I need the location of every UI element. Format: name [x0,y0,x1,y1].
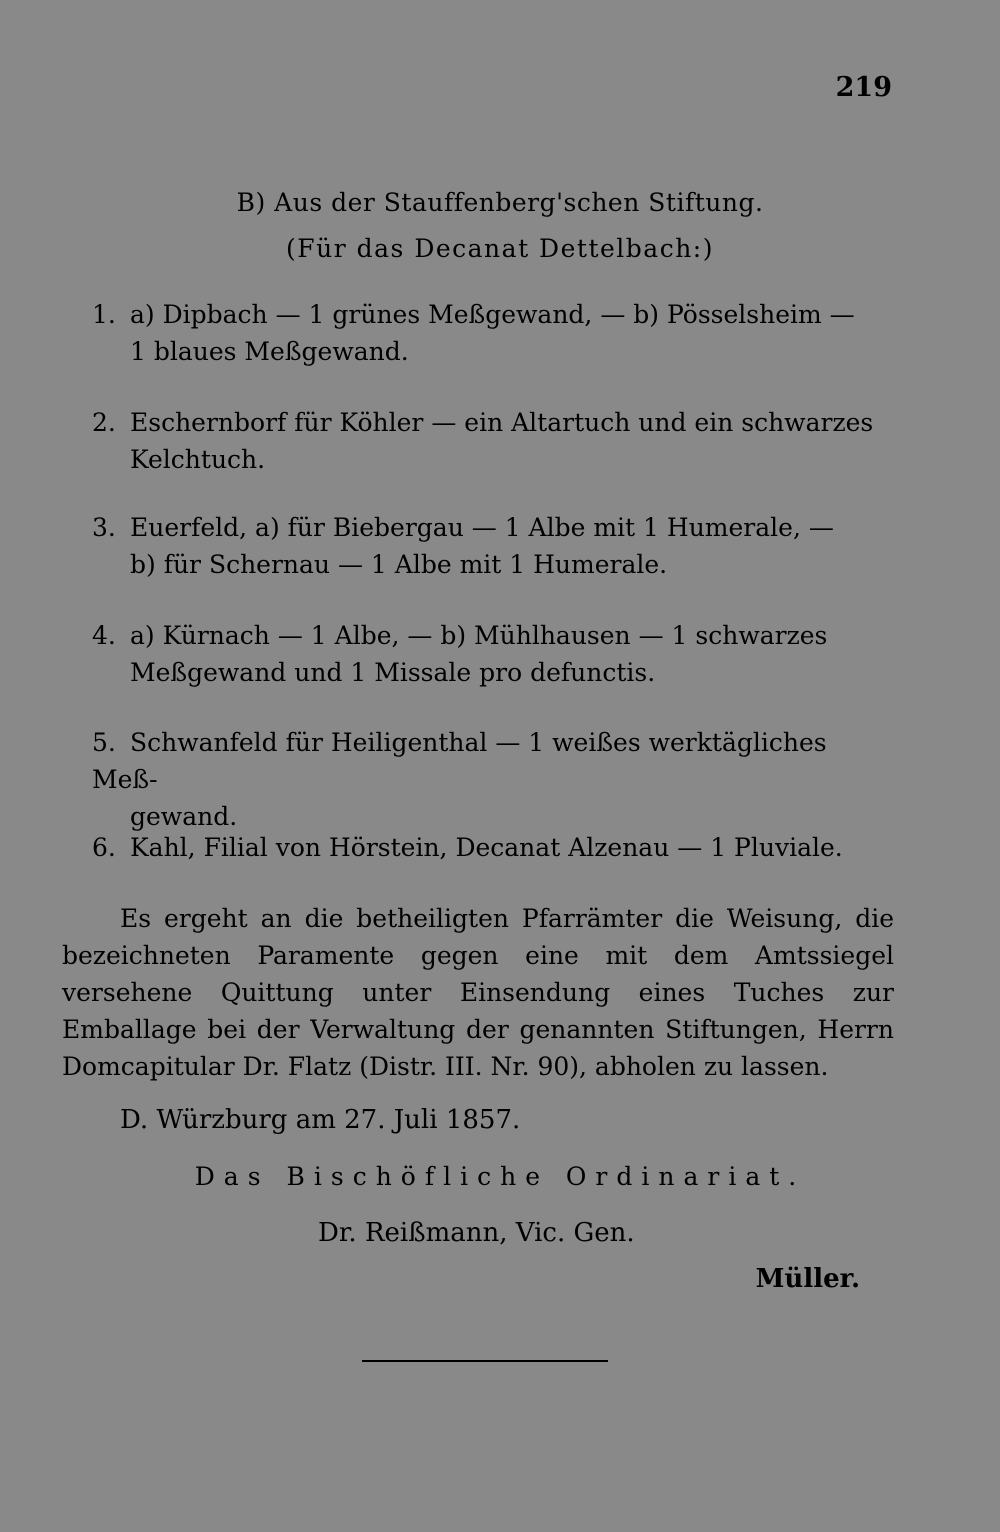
item-number: 5. [92,728,116,757]
page-number: 219 [835,72,892,103]
signature-secretary: Müller. [755,1264,860,1294]
item-text-line2: b) für Schernau — 1 Albe mit 1 Humerale. [130,550,668,579]
instruction-paragraph [62,900,894,1085]
item-number: 6. [92,833,116,862]
item-text-line1: Kahl, Filial von Hörstein, Decanat Alzenau — 1 Pluviale. [130,833,843,862]
list-item [92,829,892,866]
item-number: 3. [92,513,116,542]
paragraph-text: Es ergeht an die betheiligten Pfarrämter die Weisung, die bezeichneten Paramente gegen eine mit dem Amtssiegel versehene Quittung unter Einsendung eines Tuches zur Emballage bei der Verwaltung der genannten Stiftungen, Herrn Domcapitular Dr. Flatz (Distr. III. Nr. 90), abholen zu lassen. [62,904,894,1081]
list-item [92,404,892,478]
item-text-line1: Eschernborf für Köhler — ein Altartuch und ein schwarzes [130,408,874,437]
signoff: Das Bischöfliche Ordinariat. [194,1162,806,1191]
item-text-line2: Meßgewand und 1 Missale pro defunctis. [130,658,656,687]
item-text-line2: 1 blaues Meßgewand. [130,337,409,366]
item-text-line1: a) Kürnach — 1 Albe, — b) Mühlhausen — 1 schwarzes [130,621,828,650]
list-item [92,509,892,583]
item-text-line1: Euerfeld, a) für Biebergau — 1 Albe mit 1 Humerale, — [130,513,834,542]
section-heading: B) Aus der Stauffenberg'schen Stiftung. [236,188,764,217]
item-text-line2: gewand. [130,802,238,831]
list-item [92,617,892,691]
list-item [92,724,892,835]
item-text-line1: Schwanfeld für Heiligenthal — 1 weißes werktägliches Meß- [92,728,827,794]
section-subheading: (Für das Decanat Dettelbach:) [286,234,714,263]
item-text-line2: Kelchtuch. [130,445,266,474]
dateline: D. Würzburg am 27. Juli 1857. [120,1105,521,1135]
item-number: 1. [92,300,116,329]
item-text-line1: a) Dipbach — 1 grünes Meßgewand, — b) Pösselsheim — [130,300,855,329]
item-number: 4. [92,621,116,650]
divider-rule [362,1360,608,1362]
signature-vicar-general: Dr. Reißmann, Vic. Gen. [318,1218,635,1248]
list-item [92,296,892,370]
item-number: 2. [92,408,116,437]
